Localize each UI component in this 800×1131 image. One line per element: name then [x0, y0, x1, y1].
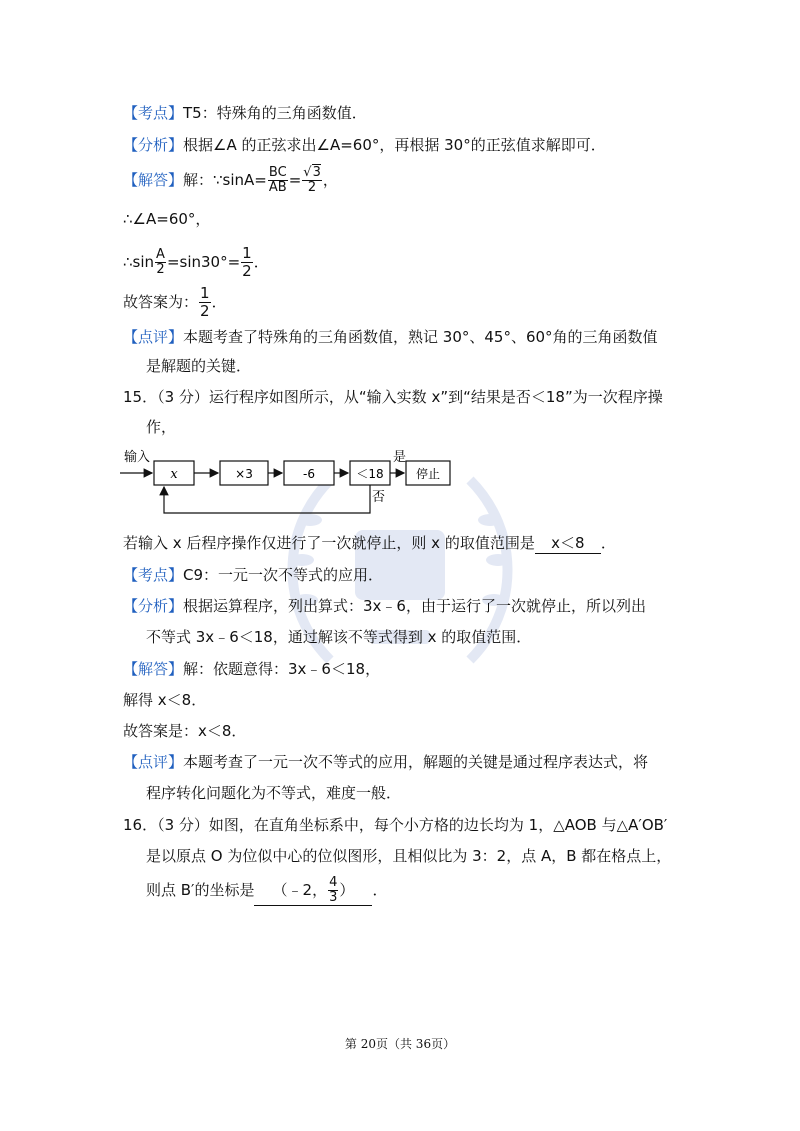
q15-line3: 故答案是：x＜8．: [123, 722, 247, 740]
fenxi-tag: 【分析】: [123, 136, 184, 154]
q15-fenxi-line1: 【分析】根据运算程序，列出算式：3x﹣6，由于运行了一次就停止，所以列出: [123, 597, 646, 615]
svg-text:停止: 停止: [415, 467, 441, 481]
q16-answer-fraction: $\frac{4}{3}$: [329, 875, 338, 905]
q16-answer-blank: （﹣2， $\frac{4}{3}$ ）: [254, 876, 372, 906]
q15-line2: 解得 x＜8．: [123, 691, 207, 709]
q15-dianping-line1: 【点评】本题考查了一元一次不等式的应用，解题的关键是通过程序表达式，将: [123, 753, 649, 771]
fraction-bc-ab: $\frac{BC}{AB}$: [268, 165, 287, 195]
flow-yes-label: 是: [393, 450, 407, 465]
q16-question-line3: 则点 B′的坐标是 （﹣2， $\frac{4}{3}$ ） ．: [146, 875, 388, 905]
q15-question-line2: 作，: [146, 418, 177, 436]
kaodian-text: T5：特殊角的三角函数值．: [183, 104, 367, 122]
q14-line2: ∴∠A=60°，: [123, 210, 211, 228]
q15-dianping-line2: 程序转化问题化为不等式，难度一般．: [146, 784, 402, 802]
program-flowchart: [118, 447, 458, 522]
q15-kaodian-line: 【考点】C9：一元一次不等式的应用．: [123, 566, 384, 584]
q14-dianping-line1: 【点评】本题考查了特殊角的三角函数值，熟记 30°、45°、60°角的三角函数值: [123, 328, 658, 346]
q14-kaodian-line: [123, 103, 367, 123]
q15-jieda-line: 【解答】解：依题意得：3x﹣6＜18，: [123, 660, 381, 678]
page-footer: 第 20页（共 36页）: [344, 1037, 456, 1051]
fenxi-text: 根据∠A 的正弦求出∠A=60°，再根据 30°的正弦值求解即可．: [183, 136, 606, 154]
fraction-1-2: $\frac{1}{2}$: [242, 244, 252, 280]
flow-arrow-loop: [164, 485, 370, 513]
svg-text:＜18: ＜18: [356, 467, 384, 481]
kaodian-tag: 【考点】: [123, 104, 184, 122]
answer-fraction: $\frac{1}{2}$: [200, 284, 210, 320]
q14-answer-line: 故答案为： $\frac{1}{2}$ ．: [123, 284, 227, 320]
svg-text:-6: -6: [303, 467, 315, 481]
q14-dianping-line2: 是解题的关键．: [146, 357, 252, 375]
jieda-prefix: 解：∵sinA=: [183, 171, 267, 189]
q15-question-line1: 15．（3 分）运行程序如图所示，从“输入实数 x”到“结果是否＜18”为一次程序操: [123, 388, 663, 406]
q16-question-line1: 16．（3 分）如图，在直角坐标系中，每个小方格的边长均为 1，△AOB 与△A′OB′: [123, 816, 668, 834]
fraction-a-2: $\frac{A}{2}$: [156, 247, 165, 277]
svg-text:×3: ×3: [235, 467, 253, 481]
q14-jieda-line: 【解答】解：∵sinA= $\frac{BC}{AB}$ = $\frac{√3}{2}$ ，: [123, 165, 338, 195]
fraction-sqrt3-2: $\frac{√3}{2}$: [303, 165, 321, 195]
q14-line3: ∴sin $\frac{A}{2}$ =sin30°= $\frac{1}{2}$ ．: [123, 244, 269, 280]
jieda-tag: 【解答】: [123, 171, 184, 189]
q16-question-line2: 是以原点 O 为位似中心的位似图形，且相似比为 3：2，点 A，B 都在格点上，: [146, 847, 672, 865]
svg-text:x: x: [170, 467, 178, 482]
dianping-tag: 【点评】: [123, 328, 184, 346]
q15-answer-blank: x＜8: [535, 533, 601, 554]
q14-fenxi-line: [123, 135, 606, 155]
q15-fenxi-line2: 不等式 3x﹣6＜18，通过解该不等式得到 x 的取值范围．: [146, 628, 532, 646]
flow-no-label: 否: [372, 490, 386, 505]
q15-stem-line: 若输入 x 后程序操作仅进行了一次就停止，则 x 的取值范围是 x＜8 ．: [123, 534, 616, 552]
flow-input-label: 输入: [124, 450, 151, 465]
